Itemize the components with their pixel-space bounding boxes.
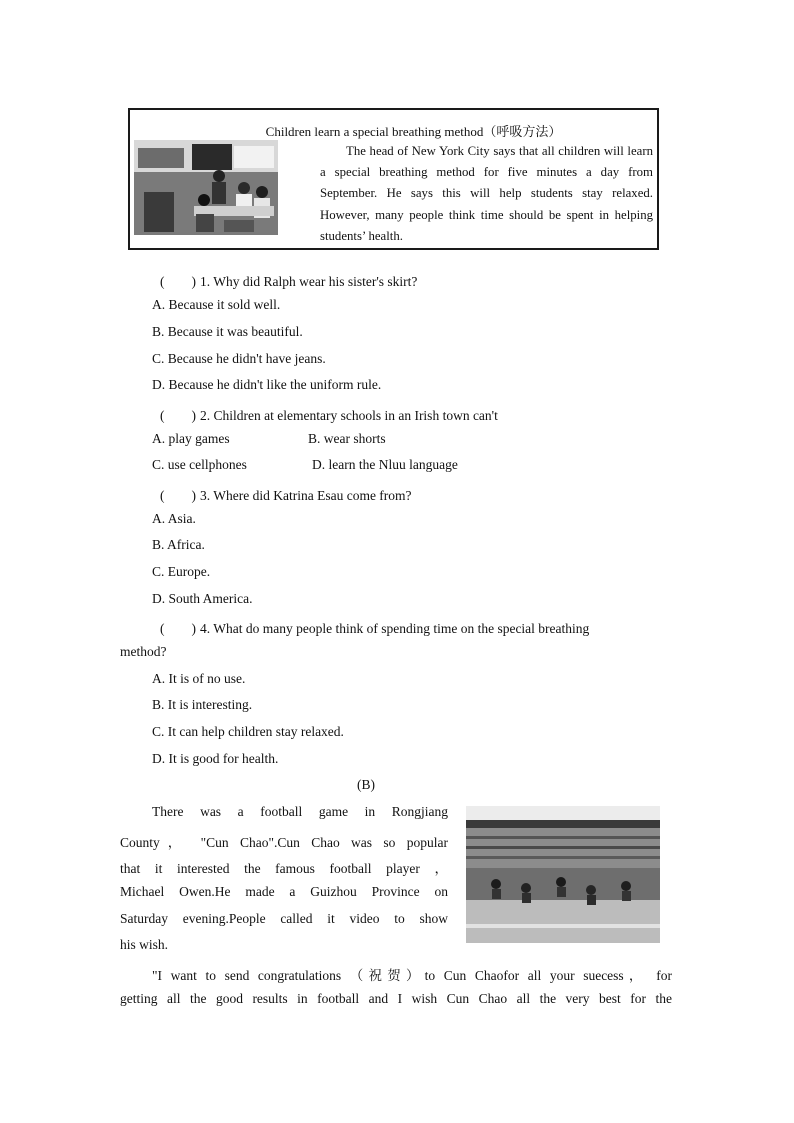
option: B. It is interesting.	[152, 697, 253, 712]
box-title: Children learn a special breathing method（呼吸方法）	[265, 124, 562, 139]
stadium-photo	[466, 806, 660, 943]
option: C. Because he didn't have jeans.	[152, 351, 326, 366]
option: A. Asia.	[152, 511, 196, 526]
paragraph-line: getting all the good results in football and I wish Cun Chao all the very best for the	[120, 991, 672, 1006]
option: C. Europe.	[152, 564, 211, 579]
question-4-cont: method?	[120, 644, 167, 659]
paragraph-line: County， "Cun Chao".Cun Chao was so popular	[120, 835, 448, 850]
paragraph-line: his wish.	[120, 937, 169, 952]
question-3: ( ) 3. Where did Katrina Esau come from?	[160, 488, 412, 503]
classroom-photo	[134, 140, 278, 235]
option: D. learn the Nluu language	[312, 457, 458, 472]
option: A. Because it sold well.	[152, 297, 281, 312]
reading-box	[128, 108, 659, 250]
paragraph-line: Saturday evening.People called it video to show	[120, 911, 448, 926]
option: A. It is of no use.	[152, 671, 246, 686]
section-b-heading: (B)	[357, 777, 375, 792]
paragraph-line: "I want to send congratulations （祝贺）to Cun Chaofor all your suecess， for	[152, 968, 672, 983]
box-body: The head of New York City says that all children will learn a special breathing method for five minutes a day from September. He says this will help students stay relaxed. However, many people think time should be spent in helping students’ health.	[320, 144, 653, 243]
question-2: ( ) 2. Children at elementary schools in an Irish town can't	[160, 408, 498, 423]
option: D. It is good for health.	[152, 751, 279, 766]
option: D. South America.	[152, 591, 253, 606]
option: D. Because he didn't like the uniform rule.	[152, 377, 382, 392]
option: A. play games	[152, 431, 230, 446]
paragraph-line: There was a football game in Rongjiang	[152, 804, 448, 819]
question-4: ( ) 4. What do many people think of spending time on the special breathing	[160, 621, 590, 636]
option: B. Africa.	[152, 537, 205, 552]
paragraph-line: that it interested the famous football player ，	[120, 861, 448, 876]
option: C. use cellphones	[152, 457, 247, 472]
question-1: ( ) 1. Why did Ralph wear his sister's skirt?	[160, 274, 418, 289]
option: B. Because it was beautiful.	[152, 324, 303, 339]
paragraph-line: Michael Owen.He made a Guizhou Province on	[120, 884, 448, 899]
option: B. wear shorts	[308, 431, 386, 446]
option: C. It can help children stay relaxed.	[152, 724, 344, 739]
